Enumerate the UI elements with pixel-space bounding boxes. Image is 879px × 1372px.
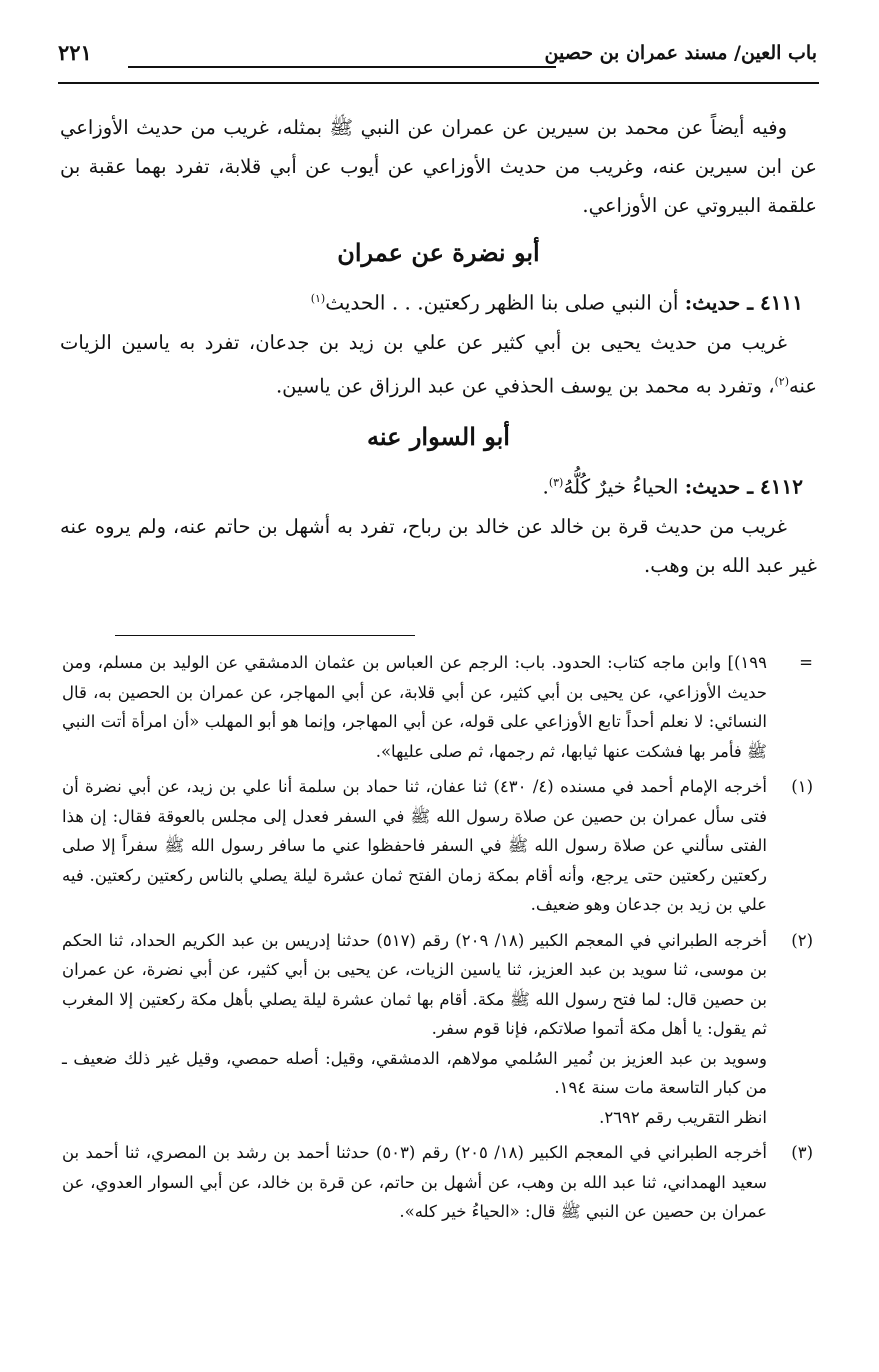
hadith-label: ٤١١٢ ـ حديث: bbox=[684, 474, 803, 499]
footnotes bbox=[62, 648, 813, 1233]
footnote-ref: (١) bbox=[310, 292, 326, 305]
footnote-2 bbox=[62, 926, 813, 1133]
hadith-end: . bbox=[542, 474, 549, 499]
hadith-text: أن النبي صلى بنا الظهر ركعتين. . . الحديث bbox=[325, 290, 685, 315]
header-rule bbox=[58, 82, 819, 84]
footnote-paragraph: انظر التقريب رقم ٢٦٩٢. bbox=[599, 1107, 767, 1127]
footnote-ref: (٢) bbox=[774, 374, 790, 388]
section-heading-abu-al-sawwar: أبو السوار عنه bbox=[367, 422, 510, 452]
intro-paragraph: وفيه أيضاً عن محمد بن سيرين عن عمران عن النبي ﷺ بمثله، غريب من حديث الأوزاعي عن ابن سيرين عنه، وغريب من حديث الأوزاعي عن أيوب عن أبي قلابة، تفرد بهما عقبة بن علقمة البيروتي عن الأوزاعي. bbox=[60, 116, 817, 217]
commentary-text: ، وتفرد به محمد بن يوسف الحذفي عن عبد الرزاق عن ياسين. bbox=[275, 374, 775, 398]
footnote-marker: (١) bbox=[791, 777, 813, 796]
footnote-paragraph: أخرجه الطبراني في المعجم الكبير (١٨/ ٢٠٩) رقم (٥١٧) حدثنا إدريس بن عبد الكريم الحداد، ثنا الحكم بن موسى، ثنا سويد بن عبد العزيز، ثنا ياسين الزيات، عن يحيى بن أبي كثير، عن أبي نضرة، عن عمران بن حصين قال: لما فتح رسول الله ﷺ مكة. أقام بها ثمان عشرة ليلة يصلي بأهل مكة ركعتين إلا المغرب ثم يقول: يا أهل مكة أتموا صلاتكم، فإنا قوم سفر. bbox=[62, 930, 767, 1038]
footnote-3 bbox=[62, 1138, 813, 1227]
footnote-separator bbox=[115, 635, 415, 636]
page-number: ٢٢١ bbox=[58, 40, 92, 65]
commentary-4112: غريب من حديث قرة بن خالد عن خالد بن رباح، تفرد به أشهل بن حاتم عنه، ولم يروه عنه غير عبد الله بن وهب. bbox=[60, 514, 817, 577]
footnote-continued bbox=[62, 648, 813, 766]
main-text bbox=[60, 108, 817, 585]
section-heading-abu-nadra: أبو نضرة عن عمران bbox=[337, 238, 540, 267]
header-dash-line bbox=[128, 66, 556, 68]
footnote-paragraph: ١٩٩)] وابن ماجه كتاب: الحدود. باب: الرجم عن العباس بن عثمان الدمشقي عن الوليد بن مسلم، ومن حديث الأوزاعي، عن يحيى بن أبي كثير، عن أبي قلابة، عن أبي المهاجر، عن عمران بن الحصين به، قال النسائي: لا نعلم أحداً تابع الأوزاعي على قوله، عن أبي المهاجر، وإنما هو أبو المهلب «أن امرأة أتت النبي ﷺ فأمر بها فشكت عنها ثيابها، ثم رجمها، ثم صلى عليها». bbox=[62, 653, 767, 761]
footnote-paragraph: أخرجه الطبراني في المعجم الكبير (١٨/ ٢٠٥) رقم (٥٠٣) حدثنا أحمد بن رشد بن المصري، ثنا أحمد بن سعيد الهمداني، ثنا عبد الله بن وهب، عن أشهل بن حاتم، عن قرة بن خالد، عن أبي السوار العدوي، عن عمران بن حصين عن النبي ﷺ قال: «الحياءُ خير كله». bbox=[62, 1143, 767, 1221]
footnote-marker: (٢) bbox=[791, 930, 813, 950]
footnote-paragraph: وسويد بن عبد العزيز بن نُمير السُلمي مولاهم، الدمشقي، وقيل: أصله حمصي، وقيل غير ذلك ضعيف ـ من كبار التاسعة مات سنة ١٩٤. bbox=[62, 1048, 767, 1097]
footnote-paragraph: أخرجه الإمام أحمد في مسنده (٤/ ٤٣٠) ثنا عفان، ثنا حماد بن سلمة أنا علي بن زيد، عن أبي نضرة أن فتى سأل عمران بن حصين عن صلاة رسول الله ﷺ في السفر فعدل إلى مجلس بالعوقة فقال: إن هذا الفتى سألني عن صلاة رسول الله ﷺ في السفر فاحفظوا عني ما سافر رسول الله ﷺ سفراً إلا صلى ركعتين ركعتين حتى يرجع، وأنه أقام بمكة زمان الفتح ثمان عشرة ليلة يصلي بالناس ركعتين ركعتين. فيه علي بن زيد بن جدعان وهو ضعيف. bbox=[62, 777, 767, 914]
commentary-4111 bbox=[60, 323, 817, 406]
footnote-ref: (٣) bbox=[548, 476, 564, 490]
hadith-text: الحياءُ خيرٌ كُلُّهُ bbox=[563, 474, 685, 499]
hadith-4112 bbox=[60, 463, 817, 507]
footnote-marker: = bbox=[799, 653, 813, 672]
running-title: باب العين/ مسند عمران بن حصين bbox=[544, 42, 817, 64]
commentary-text: غريب من حديث يحيى بن أبي كثير عن علي بن زيد بن جدعان، تفرد به ياسين الزيات عنه bbox=[60, 330, 817, 398]
footnote-1 bbox=[62, 772, 813, 920]
hadith-4111 bbox=[60, 279, 817, 323]
hadith-label: ٤١١١ ـ حديث: bbox=[684, 290, 803, 315]
footnote-marker: (٣) bbox=[791, 1143, 813, 1162]
